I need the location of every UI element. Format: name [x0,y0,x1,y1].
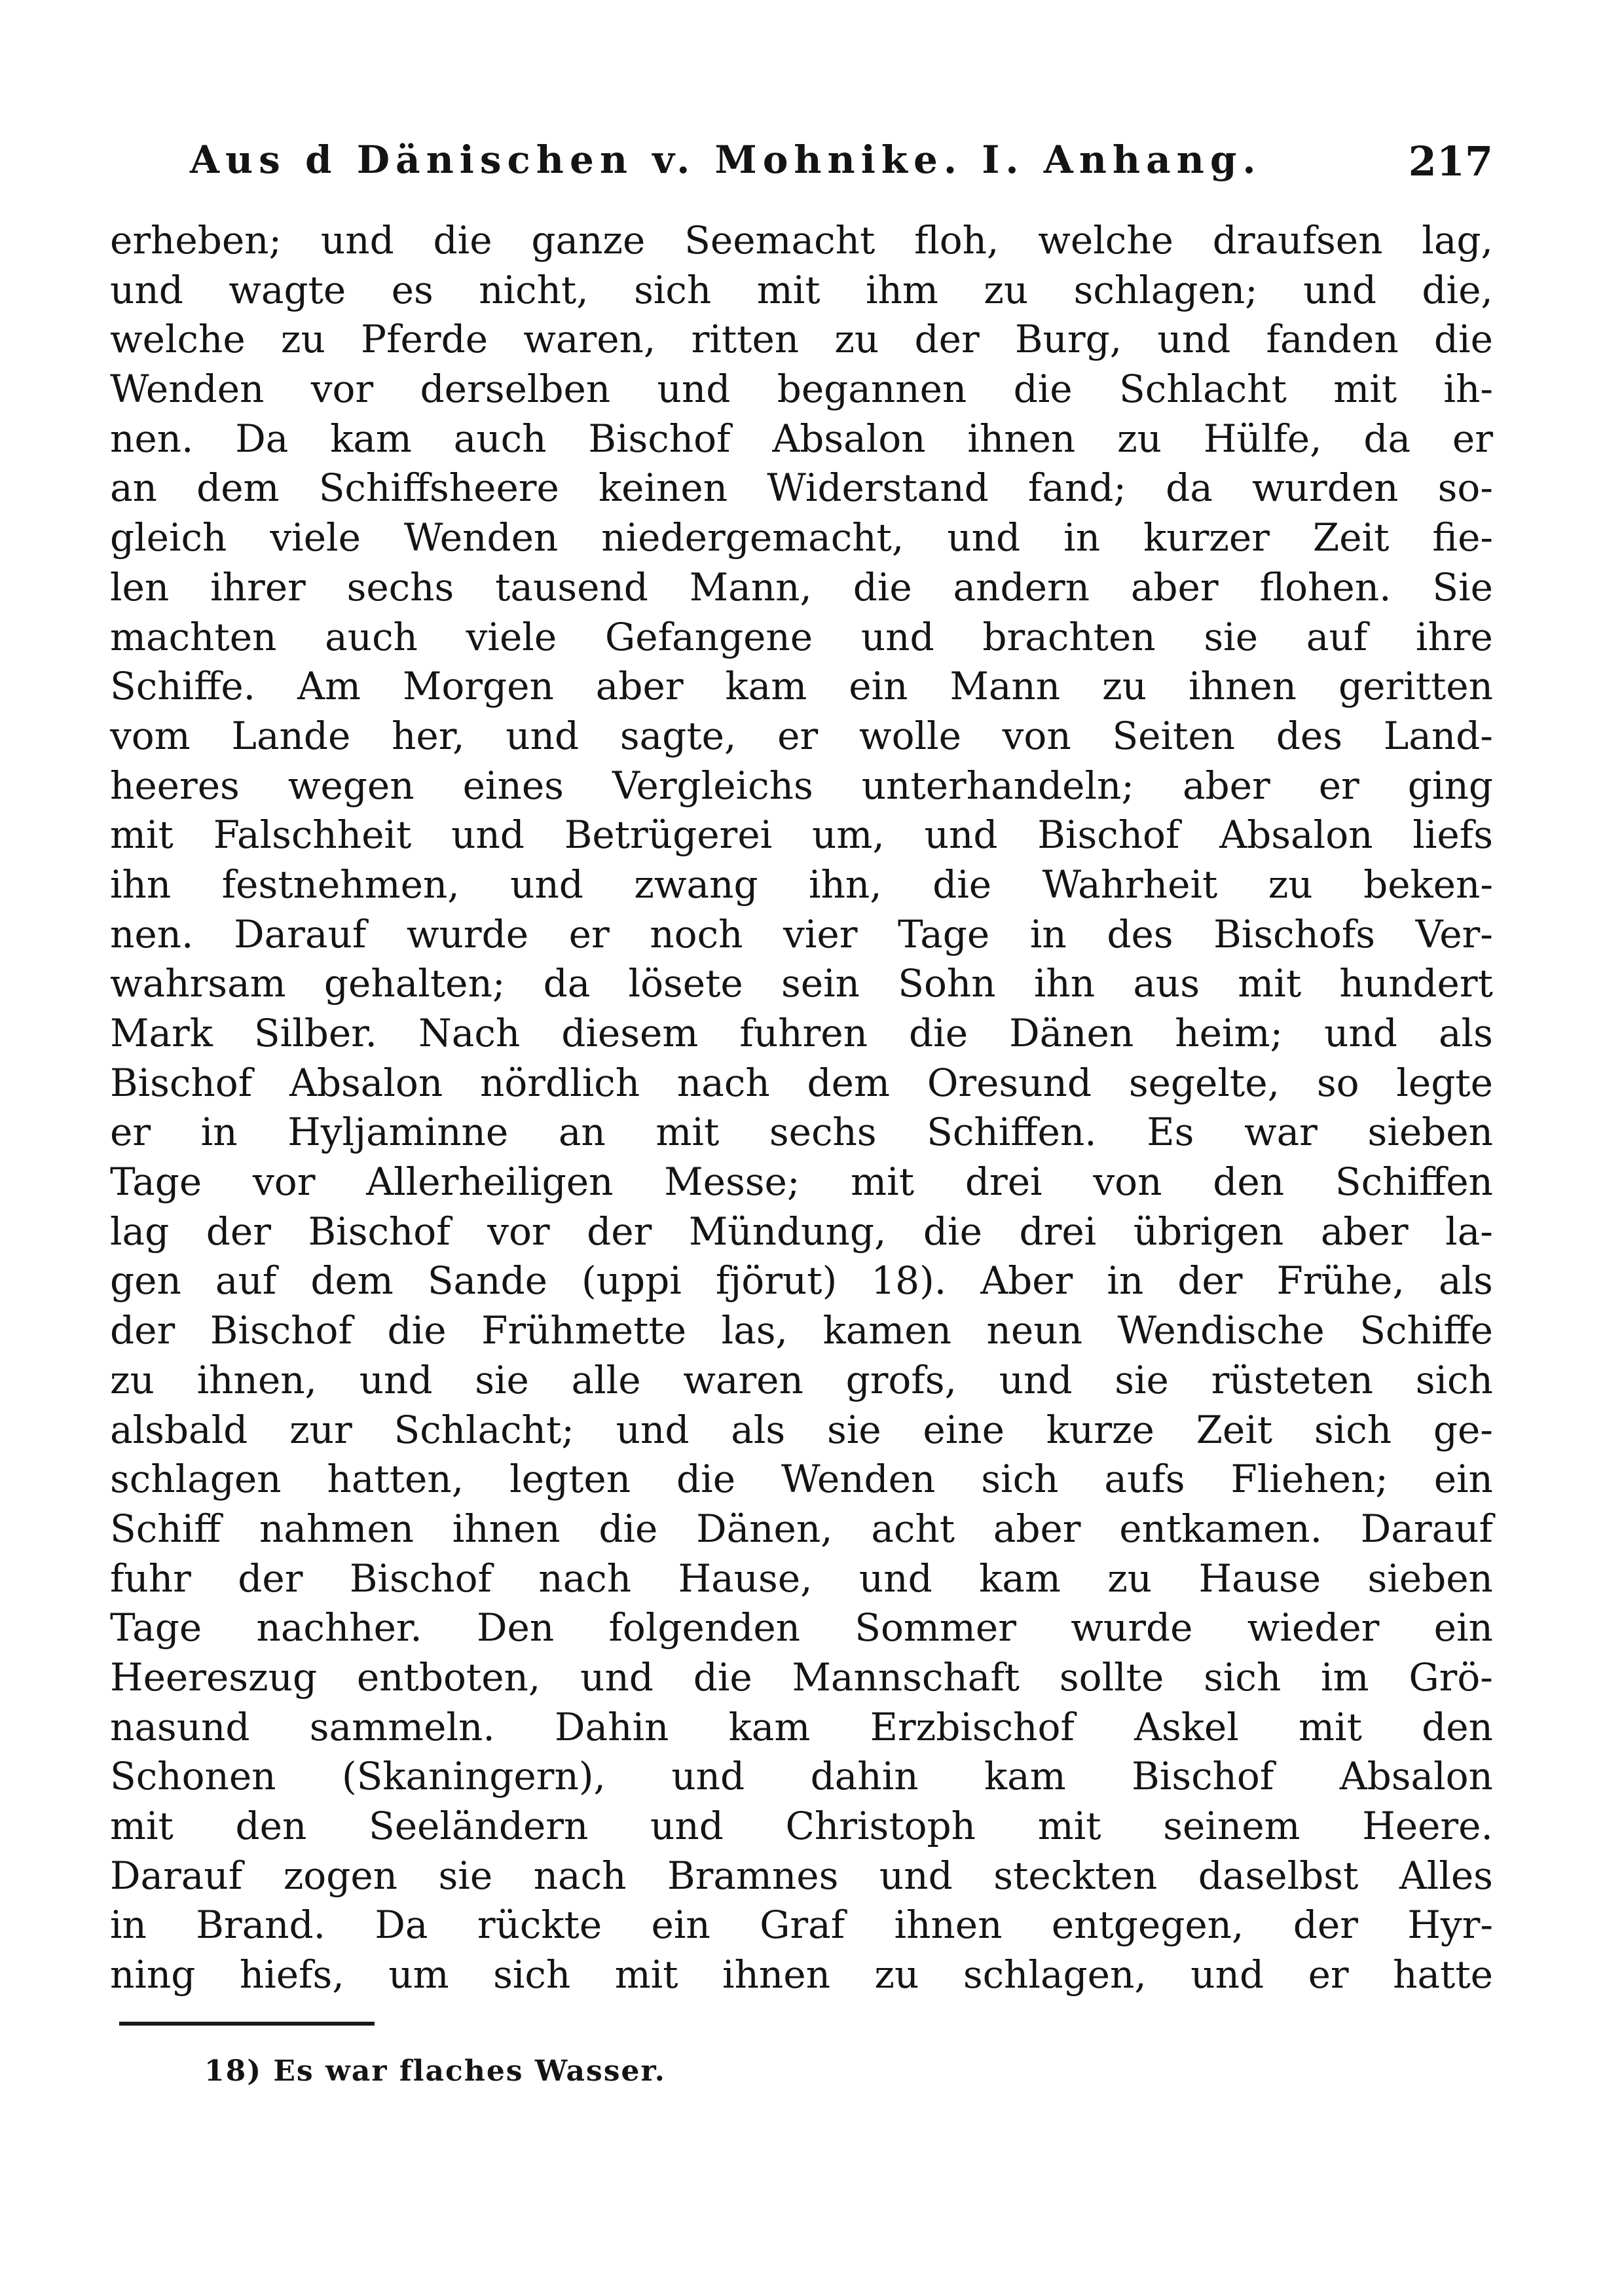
text-line: zu ihnen, und sie alle waren grofs, und sie rüsteten sich [110,1357,1493,1402]
text-line: in Brand. Da rückte ein Graf ihnen entgegen, der Hyr- [110,1903,1493,1948]
text-line: alsbald zur Schlacht; und als sie eine kurze Zeit sich ge- [110,1407,1493,1452]
text-line: len ihrer sechs tausend Mann, die andern aber flohen. Sie [110,564,1493,610]
footnote: 18) Es war flaches Wasser. [204,2054,666,2088]
text-line: mit Falschheit und Betrügerei um, und Bischof Absalon liefs [110,812,1493,858]
text-line: machten auch viele Gefangene und brachten sie auf ihre [110,614,1493,659]
text-line: nen. Da kam auch Bischof Absalon ihnen zu Hülfe, da er [110,416,1493,461]
page-number: 217 [1408,137,1493,185]
text-line: wahrsam gehalten; da lösete sein Sohn ihn aus mit hundert [110,961,1493,1006]
running-head: Aus d Dänischen v. Mohnike. I. Anhang. [190,137,1262,182]
text-line: heeres wegen eines Vergleichs unterhandeln; aber er ging [110,763,1493,808]
text-line: ning hiefs, um sich mit ihnen zu schlagen, und er hatte [110,1952,1493,1997]
text-line: erheben; und die ganze Seemacht floh, welche draufsen lag, [110,218,1493,263]
text-line: und wagte es nicht, sich mit ihm zu schlagen; und die, [110,267,1493,312]
footnote-rule [119,2022,375,2026]
text-line: Schiff nahmen ihnen die Dänen, acht aber entkamen. Darauf [110,1506,1493,1551]
text-line: an dem Schiffsheere keinen Widerstand fand; da wurden so- [110,465,1493,511]
text-line: Darauf zogen sie nach Bramnes und steckten daselbst Alles [110,1853,1493,1898]
text-line: lag der Bischof vor der Mündung, die drei übrigen aber la- [110,1209,1493,1254]
text-line: gleich viele Wenden niedergemacht, und in kurzer Zeit fie- [110,515,1493,560]
text-line: Tage vor Allerheiligen Messe; mit drei von den Schiffen [110,1159,1493,1205]
text-line: nasund sammeln. Dahin kam Erzbischof Askel mit den [110,1704,1493,1749]
text-line: gen auf dem Sande (uppi fjörut) 18). Aber in der Frühe, als [110,1258,1493,1303]
text-line: er in Hyljaminne an mit sechs Schiffen. Es war sieben [110,1110,1493,1155]
text-line: Wenden vor derselben und begannen die Schlacht mit ih- [110,367,1493,412]
page-header [190,137,1493,203]
text-line: welche zu Pferde waren, ritten zu der Burg, und fanden die [110,317,1493,362]
text-line: ihn festnehmen, und zwang ihn, die Wahrheit zu beken- [110,862,1493,907]
text-line: Schonen (Skaningern), und dahin kam Bischof Absalon [110,1754,1493,1799]
body-text [110,216,1493,2000]
text-line: vom Lande her, und sagte, er wolle von Seiten des Land- [110,713,1493,758]
text-line: Bischof Absalon nördlich nach dem Oresund segelte, so legte [110,1060,1493,1105]
text-line: fuhr der Bischof nach Hause, und kam zu Hause sieben [110,1556,1493,1601]
text-line: Schiffe. Am Morgen aber kam ein Mann zu ihnen geritten [110,664,1493,709]
text-line: Mark Silber. Nach diesem fuhren die Dänen heim; und als [110,1011,1493,1055]
text-line: schlagen hatten, legten die Wenden sich aufs Fliehen; ein [110,1457,1493,1502]
text-line: nen. Darauf wurde er noch vier Tage in des Bischofs Ver- [110,911,1493,957]
text-line: Tage nachher. Den folgenden Sommer wurde wieder ein [110,1605,1493,1650]
text-line: der Bischof die Frühmette las, kamen neun Wendische Schiffe [110,1308,1493,1353]
text-line: Heereszug entboten, und die Mannschaft sollte sich im Grö- [110,1654,1493,1700]
text-line: mit den Seeländern und Christoph mit seinem Heere. [110,1804,1493,1848]
